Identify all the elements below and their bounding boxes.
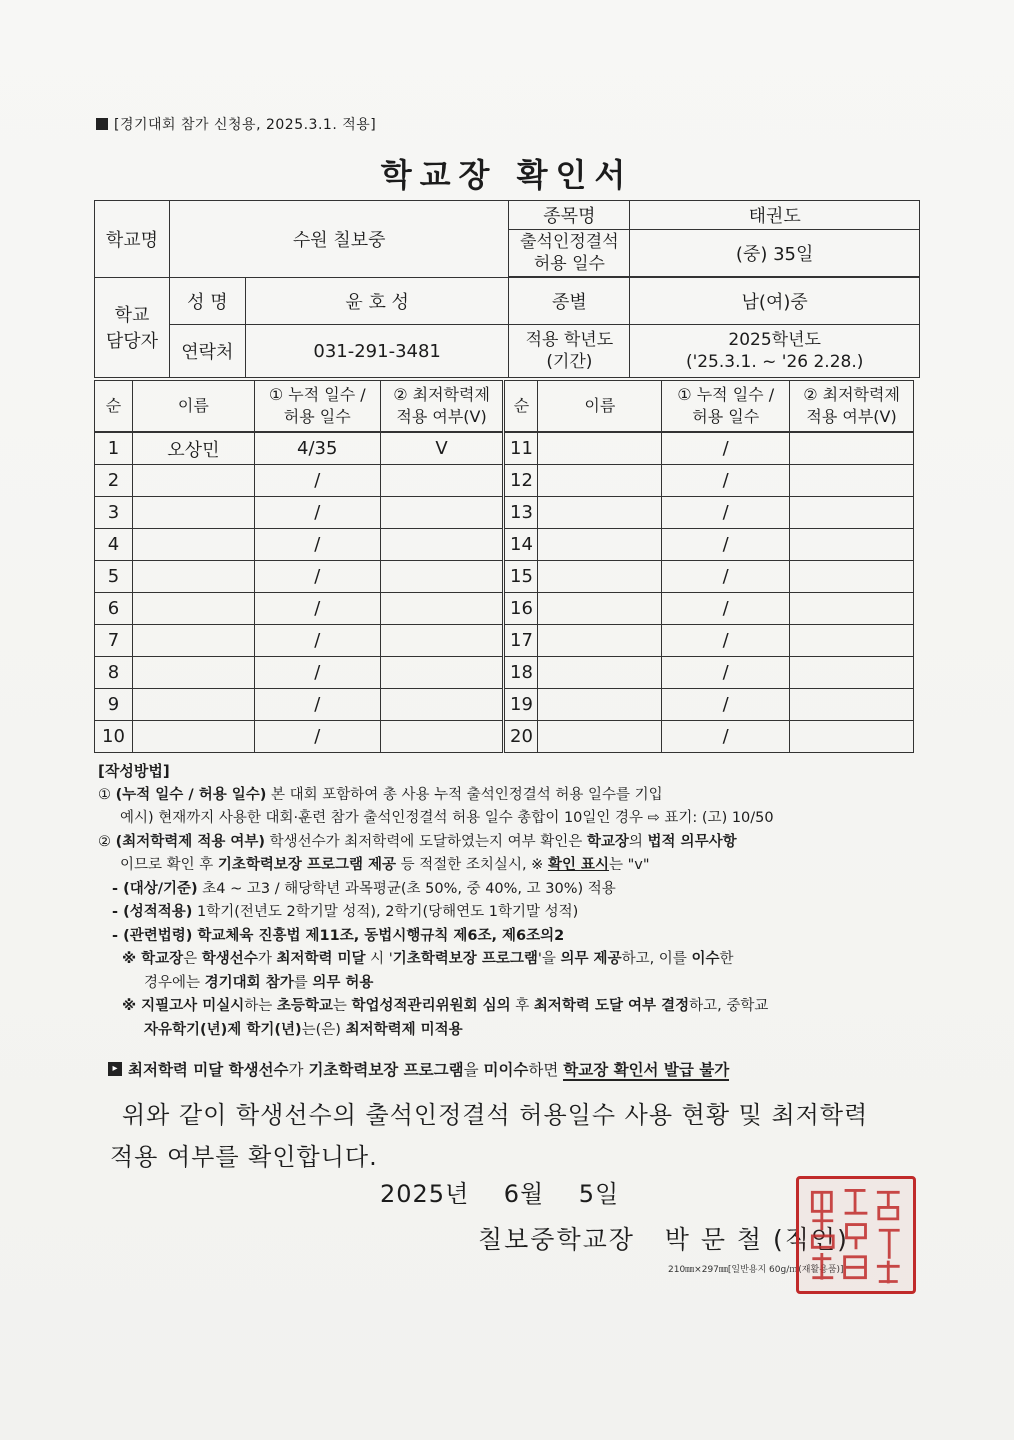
min-level-cell (380, 721, 504, 753)
gender-label: 종별 (509, 277, 630, 325)
days-cell: / (662, 432, 790, 465)
table-row (95, 657, 914, 689)
days-cell: / (254, 561, 380, 593)
min-level-cell (380, 561, 504, 593)
row-number-cell: 16 (504, 593, 538, 625)
days-cell: / (254, 721, 380, 753)
event-value: 태권도 (630, 201, 920, 230)
student-name-cell (132, 529, 254, 561)
header-days-line2: 허용 일수 (692, 407, 760, 426)
row-number-cell: 3 (95, 497, 133, 529)
note2-d: 는 (332, 998, 352, 1014)
min-level-cell (380, 689, 504, 721)
header-no-left: 순 (95, 381, 133, 433)
header-note (96, 114, 376, 134)
writing-method-section (98, 760, 918, 1042)
item1-bold: (누적 일수 / 허용 일수) (115, 786, 267, 803)
header-name-right: 이름 (538, 381, 662, 433)
notice-f: 하면 (528, 1061, 564, 1079)
year-value (630, 325, 920, 378)
note2-h: 하고, 중학교 (689, 998, 769, 1014)
days-cell: / (254, 657, 380, 689)
item2-mark: ② (98, 833, 111, 850)
header-days-line2: 허용 일수 (283, 407, 351, 426)
header-min-left (380, 381, 504, 433)
item2-line2-bold: 기초학력보장 프로그램 제공 (217, 857, 397, 873)
row-number-cell: 14 (504, 529, 538, 561)
row-number-cell: 1 (95, 432, 133, 465)
sub-grades (98, 901, 918, 925)
method-heading: [작성방법] (98, 762, 170, 780)
notice-g: 학교장 확인서 발급 불가 (563, 1061, 730, 1079)
sub3-text: 학교체육 진흥법 제11조, 동법시행규칙 제6조, 제6조의2 (192, 927, 565, 944)
manager-label-line1: 학교 (114, 305, 150, 327)
note1-a: ※ 학교장 (122, 951, 184, 967)
notice-b: 가 (288, 1061, 309, 1079)
note1-line2 (98, 972, 918, 996)
days-cell: / (254, 689, 380, 721)
gender-value: 남(여)중 (630, 277, 920, 325)
row-number-cell: 7 (95, 625, 133, 657)
student-name-cell (538, 689, 662, 721)
note1-l: 한 (719, 951, 734, 967)
item2-text-c: 의 (628, 833, 648, 850)
table-row (95, 529, 914, 561)
note1-f: 시 ' (365, 951, 393, 967)
header-days-line1: ① 누적 일수 / (677, 385, 775, 404)
row-number-cell: 4 (95, 529, 133, 561)
item2-bold-b: 학교장 (586, 833, 629, 850)
note1-k: 이수 (691, 951, 720, 967)
item2-bold: (최저학력제 적용 여부) (115, 833, 266, 850)
student-name-cell (132, 625, 254, 657)
min-level-cell: V (380, 432, 504, 465)
confirmation-text (110, 1094, 910, 1178)
note1 (98, 948, 918, 972)
student-name-cell (538, 625, 662, 657)
note1-d: 가 (257, 951, 277, 967)
student-name-cell (132, 497, 254, 529)
student-name-cell: 오상민 (132, 432, 254, 465)
item2-line2 (98, 854, 918, 878)
min-level-cell (380, 657, 504, 689)
note2 (98, 995, 918, 1019)
notice-e: 미이수 (483, 1061, 529, 1079)
seal-glyphs (799, 1179, 913, 1291)
student-name-cell (538, 657, 662, 689)
student-name-cell (538, 593, 662, 625)
row-number-cell: 10 (95, 721, 133, 753)
min-level-cell (790, 625, 914, 657)
sub-law (98, 925, 918, 949)
allowed-days-label-line1: 출석인정결석 (520, 232, 619, 252)
note1-h: '을 (537, 951, 561, 967)
student-name-cell (132, 721, 254, 753)
principal-signature-line (478, 1220, 849, 1256)
note1-b: 은 (183, 951, 202, 967)
notice-text (128, 1058, 729, 1080)
days-cell: / (254, 625, 380, 657)
note2-b: 하는 (244, 998, 277, 1014)
header-min-line2: 적용 여부(V) (806, 407, 897, 426)
header-days-left (254, 381, 380, 433)
note2-line2-a: 자유학기(년)제 학기(년) (144, 1021, 302, 1038)
note2-c: 초등학교 (276, 998, 333, 1014)
note2-e: 학업성적관리위원회 심의 (351, 998, 511, 1014)
student-name-cell (538, 529, 662, 561)
days-cell: / (662, 465, 790, 497)
roster-table (94, 380, 914, 753)
year-value-line1: 2025학년도 (728, 330, 821, 350)
sub1-text: 초4 ~ 고3 / 해당학년 과목평균(초 50%, 중 40%, 고 30%) 적용 (197, 880, 616, 897)
note1-c: 학생선수 (201, 951, 258, 967)
row-number-cell: 11 (504, 432, 538, 465)
min-level-cell (790, 593, 914, 625)
arrow-box-icon: ▸ (108, 1062, 122, 1076)
header-no-right: 순 (504, 381, 538, 433)
table-row (95, 625, 914, 657)
student-name-cell (538, 432, 662, 465)
table-row (95, 689, 914, 721)
name-value: 윤 호 성 (245, 277, 509, 325)
note1-j: 하고, 이를 (621, 951, 692, 967)
table-row (95, 593, 914, 625)
item1-text: 본 대회 포함하여 총 사용 누적 출석인정결석 허용 일수를 기입 (266, 786, 663, 803)
note1-line2-d: 의무 허용 (312, 974, 374, 991)
notice-line (108, 1058, 729, 1080)
days-cell: / (254, 529, 380, 561)
student-name-cell (538, 465, 662, 497)
row-number-cell: 8 (95, 657, 133, 689)
min-level-cell (790, 657, 914, 689)
confirm-line2: 적용 여부를 확인합니다. (110, 1143, 378, 1171)
sub1-bold: - (대상/기준) (112, 880, 198, 897)
row-number-cell: 5 (95, 561, 133, 593)
days-cell: / (662, 625, 790, 657)
header-min-line1: ② 최저학력제 (393, 385, 490, 404)
header-days-right (662, 381, 790, 433)
min-level-cell (380, 465, 504, 497)
header-days-line1: ① 누적 일수 / (268, 385, 366, 404)
official-seal-icon (796, 1176, 916, 1294)
min-level-cell (790, 561, 914, 593)
row-number-cell: 9 (95, 689, 133, 721)
confirm-line1: 위와 같이 학생선수의 출석인정결석 허용일수 사용 현황 및 최저학력 (122, 1101, 869, 1129)
item2-line2-bold2: 확인 표시 (547, 857, 610, 873)
sub2-text: 1학기(전년도 2학기말 성적), 2학기(당해연도 1학기말 성적) (192, 904, 579, 920)
student-name-cell (538, 561, 662, 593)
days-cell: / (662, 657, 790, 689)
year-label-line1: 적용 학년도 (525, 330, 614, 350)
note2-a: ※ 지필고사 미실시 (122, 998, 245, 1014)
row-number-cell: 12 (504, 465, 538, 497)
row-number-cell: 15 (504, 561, 538, 593)
document-title: 학교장 확인서 (380, 156, 634, 194)
method-item1 (98, 784, 918, 808)
header-min-line1: ② 최저학력제 (803, 385, 900, 404)
row-number-cell: 20 (504, 721, 538, 753)
student-name-cell (538, 497, 662, 529)
notice-d: 을 (463, 1061, 484, 1079)
notice-a: 최저학력 미달 학생선수 (128, 1061, 289, 1079)
item2-line2-c: 는 "v" (609, 857, 650, 873)
note2-line2 (98, 1019, 918, 1043)
table-row (95, 561, 914, 593)
sub2-bold: - (성적적용) (112, 904, 193, 920)
sub-target (98, 878, 918, 902)
row-number-cell: 17 (504, 625, 538, 657)
square-bullet-icon (96, 118, 108, 130)
contact-label: 연락처 (169, 325, 245, 378)
item1-mark: ① (98, 786, 111, 803)
issue-date-text: 2025년 6월 5일 (380, 1180, 620, 1208)
days-cell: / (254, 593, 380, 625)
note2-line2-c: 최저학력제 미적용 (345, 1021, 463, 1038)
issue-date (380, 1174, 619, 1209)
note2-f: 후 (510, 998, 534, 1014)
year-label-line2: (기간) (546, 352, 593, 372)
note2-line2-b: 는(은) (301, 1021, 346, 1038)
min-level-cell (380, 497, 504, 529)
min-level-cell (790, 529, 914, 561)
note1-g: 기초학력보장 프로그램 (392, 951, 538, 967)
days-cell: / (662, 561, 790, 593)
school-label: 학교명 (95, 201, 170, 278)
min-level-cell (380, 593, 504, 625)
min-level-cell (790, 689, 914, 721)
min-level-cell (790, 497, 914, 529)
note1-line2-a: 경우에는 (144, 974, 205, 991)
student-name-cell (538, 721, 662, 753)
sub3-bold: - (관련법령) (112, 927, 193, 944)
table-row (95, 432, 914, 465)
min-level-cell (790, 721, 914, 753)
min-level-cell (380, 529, 504, 561)
school-value: 수원 칠보중 (169, 201, 509, 278)
item2-text-a: 학생선수가 최저학력에 도달하였는지 여부 확인은 (265, 833, 587, 850)
days-cell: / (662, 721, 790, 753)
notice-c: 기초학력보장 프로그램 (308, 1061, 464, 1079)
student-name-cell (132, 593, 254, 625)
row-number-cell: 19 (504, 689, 538, 721)
manager-label-line2: 담당자 (105, 331, 159, 353)
note1-line2-c: 를 (293, 974, 313, 991)
event-label: 종목명 (509, 201, 630, 230)
paper-size-note: 210㎜×297㎜[일반용지 60g/㎡(재활용품)] (668, 1265, 844, 1275)
student-name-cell (132, 561, 254, 593)
note1-i: 의무 제공 (560, 951, 622, 967)
note1-line2-b: 경기대회 참가 (204, 974, 294, 991)
allowed-days-value: (중) 35일 (630, 230, 920, 278)
header-name-left: 이름 (132, 381, 254, 433)
header-min-line2: 적용 여부(V) (396, 407, 487, 426)
days-cell: / (662, 529, 790, 561)
item2-bold-d: 법적 의무사항 (647, 833, 737, 850)
item2-line2-b: 등 적절한 조치실시, ※ (396, 857, 548, 873)
days-cell: / (254, 465, 380, 497)
student-name-cell (132, 465, 254, 497)
student-name-cell (132, 657, 254, 689)
days-cell: / (662, 497, 790, 529)
manager-label (95, 277, 170, 378)
row-number-cell: 6 (95, 593, 133, 625)
year-label (509, 325, 630, 378)
row-number-cell: 13 (504, 497, 538, 529)
year-value-line2: ('25.3.1. ~ '26 2.28.) (685, 352, 864, 372)
name-label: 성 명 (169, 277, 245, 325)
info-table (94, 200, 920, 378)
days-cell: / (254, 497, 380, 529)
item2-line2-a: 이므로 확인 후 (120, 857, 218, 873)
allowed-days-label (509, 230, 630, 278)
table-row (95, 465, 914, 497)
note2-g: 최저학력 도달 여부 결정 (533, 998, 690, 1014)
min-level-cell (380, 625, 504, 657)
days-cell: / (662, 593, 790, 625)
signer-text: 칠보중학교장 박 문 철 (직인) (478, 1225, 849, 1254)
days-cell: 4/35 (254, 432, 380, 465)
student-name-cell (132, 689, 254, 721)
contact-value: 031-291-3481 (245, 325, 509, 378)
note1-e: 최저학력 미달 (276, 951, 366, 967)
table-row (95, 497, 914, 529)
row-number-cell: 18 (504, 657, 538, 689)
min-level-cell (790, 432, 914, 465)
table-row (95, 721, 914, 753)
method-item2 (98, 831, 918, 855)
allowed-days-label-line2: 허용 일수 (533, 254, 605, 274)
header-min-right (790, 381, 914, 433)
header-note-text: [경기대회 참가 신청용, 2025.3.1. 적용] (114, 117, 377, 133)
min-level-cell (790, 465, 914, 497)
item1-example: 예시) 현재까지 사용한 대회·훈련 참가 출석인정결석 허용 일수 총합이 10일인 경우 ⇨ 표기: (고) 10/50 (120, 810, 774, 826)
days-cell: / (662, 689, 790, 721)
row-number-cell: 2 (95, 465, 133, 497)
